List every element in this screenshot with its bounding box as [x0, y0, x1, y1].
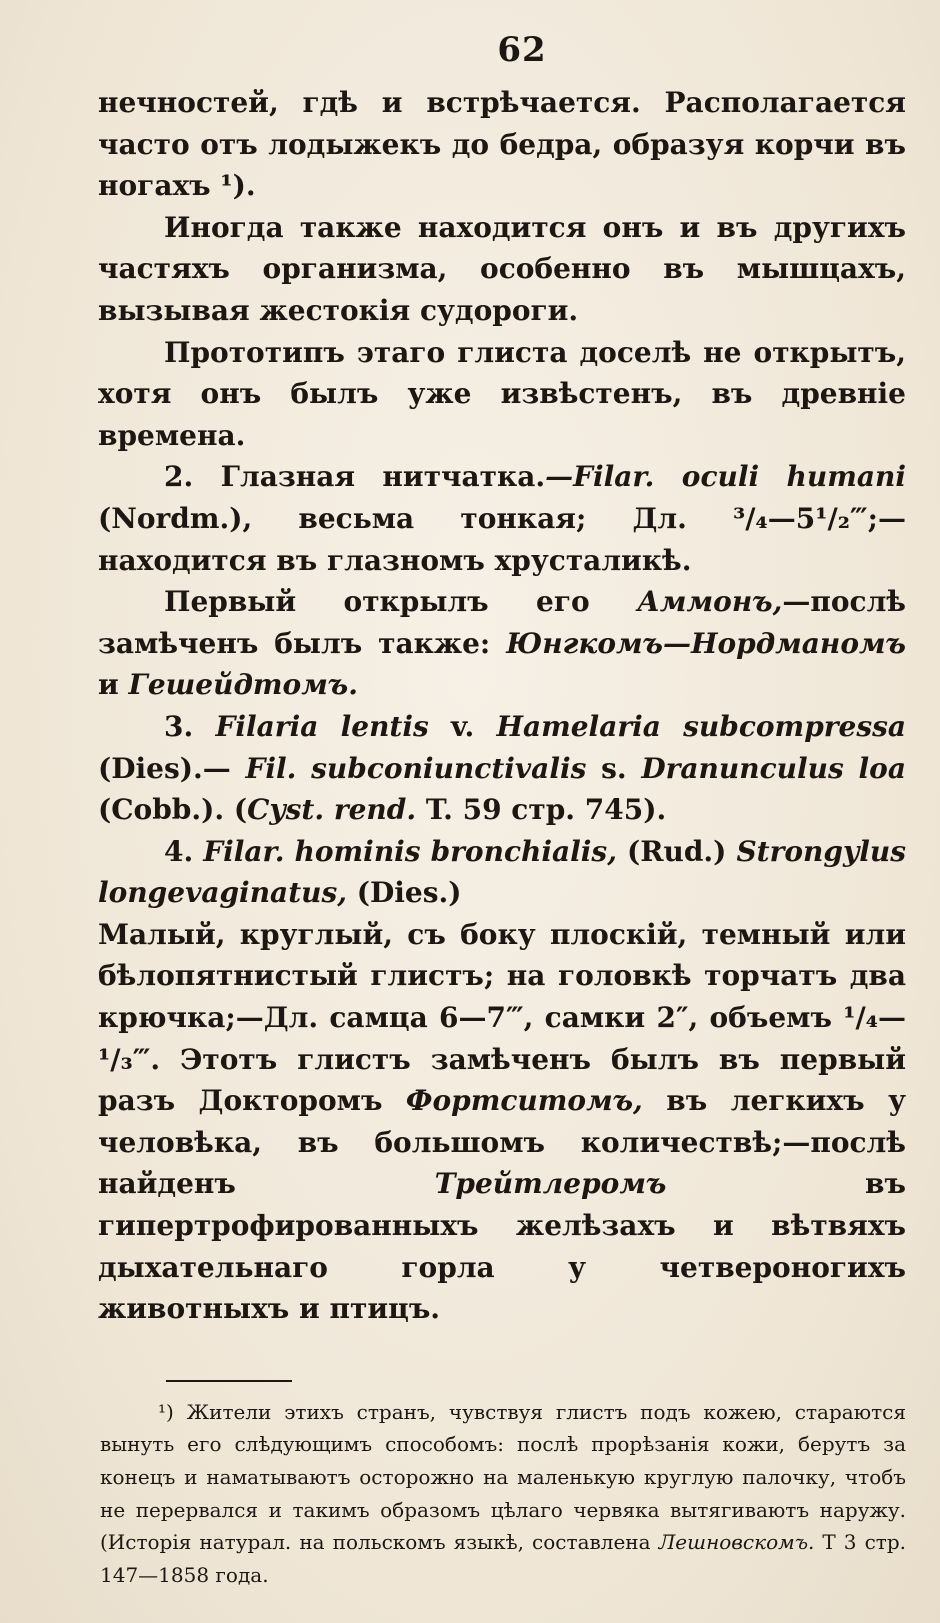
- text-run: s.: [586, 751, 642, 785]
- paragraph-6: [98, 706, 906, 831]
- person-name: Аммонъ,: [637, 585, 783, 619]
- person-name: Трейтлеромъ: [434, 1167, 667, 1201]
- text-run: въ гипертрофированныхъ желѣзахъ и вѣтвяхъ дыхательнаго горла у четвероногихъ животныхъ и птицъ.: [98, 1167, 906, 1326]
- text-run: ¹) Жители этихъ странъ, чувствуя глистъ подъ кожею, стараются вынуть его слѣдующимъ способомъ: послѣ прорѣзанія кожи, берутъ за конецъ и наматываютъ осторожно на маленькую круглую палочку, чтобъ не перервался и такимъ образомъ цѣлаго червяка вытягиваютъ наружу. (Исторія натурал. на польскомъ языкѣ, составлена: [100, 1399, 906, 1555]
- footnote-divider: [166, 1380, 292, 1382]
- latin-name: Fil. subconiunctivalis: [245, 751, 587, 785]
- text-run: Т 3 стр. 147—1858 года.: [100, 1530, 906, 1587]
- text-run: —послѣ замѣченъ былъ также:: [98, 585, 906, 660]
- person-name: Гешейдтомъ.: [128, 668, 358, 702]
- latin-name: Dranunculus loa: [641, 751, 906, 785]
- paragraph-7: [98, 831, 906, 914]
- paragraph-2: Иногда также находится онъ и въ другихъ частяхъ организма, особенно въ мышцахъ, вызывая жестокія судороги.: [98, 210, 906, 327]
- person-name: Фортситомъ,: [405, 1084, 643, 1118]
- text-run: Малый, круглый, съ боку плоскій, темный или бѣлопятнистый глистъ; на головкѣ торчатъ два крючка;—Дл. самца 6—7‴, самки 2″, объемъ ¹/₄—¹/₃‴. Этотъ глистъ замѣченъ былъ въ первый разъ Докторомъ: [98, 917, 906, 1118]
- paragraph-4-text: (Nordm.), весьма тонкая; Дл. ³/₄—5¹/₂‴;—находится въ глазномъ хрусталикѣ.: [98, 501, 906, 577]
- latin-name: Strongylus longevaginatus,: [98, 834, 906, 910]
- text-run: Первый открылъ его: [164, 585, 638, 619]
- latin-name: —Filar. oculi humani: [545, 460, 906, 494]
- text-run: (Cobb.). (: [98, 793, 248, 827]
- text-run: 3.: [164, 709, 216, 743]
- main-text: [98, 82, 906, 1330]
- text-run: 4.: [164, 834, 204, 868]
- latin-name: Filaria lentis: [215, 709, 429, 743]
- paragraph-1: нечностей, гдѣ и встрѣчается. Располагается часто отъ лодыжекъ до бедра, образуя корчи въ ногахъ ¹).: [98, 86, 906, 203]
- section-heading-glaznaya-nitchatka: 2. Глазная нитчатка.: [164, 460, 546, 494]
- text-run: (Dies).—: [98, 751, 246, 785]
- latin-name: Hamelaria subcompressa: [496, 709, 907, 743]
- citation-title: Cyst. rend.: [247, 793, 417, 827]
- text-run: и: [98, 668, 129, 702]
- footnote-1: [100, 1396, 906, 1592]
- paragraph-5: [98, 581, 906, 706]
- person-name: Лешновскомъ.: [658, 1530, 815, 1555]
- latin-name: Filar. hominis bronchialis,: [203, 834, 617, 868]
- person-name: Юнгкомъ—Нордманомъ: [506, 626, 906, 660]
- text-run: T. 59 стр. 745).: [416, 793, 667, 827]
- text-run: v.: [428, 709, 497, 743]
- text-run: (Rud.): [616, 834, 737, 868]
- footnotes: [98, 1396, 906, 1592]
- text-run: (Dies.): [347, 876, 462, 910]
- page-number: 62: [497, 30, 547, 70]
- paragraph-8: [98, 914, 906, 1330]
- paragraph-4: [98, 456, 906, 581]
- text-run: въ легкихъ у человѣка, въ большомъ количествѣ;—послѣ найденъ: [98, 1084, 907, 1201]
- paragraph-3: Прототипъ этаго глиста доселѣ не открытъ, хотя онъ былъ уже извѣстенъ, въ древніе времена.: [98, 335, 906, 452]
